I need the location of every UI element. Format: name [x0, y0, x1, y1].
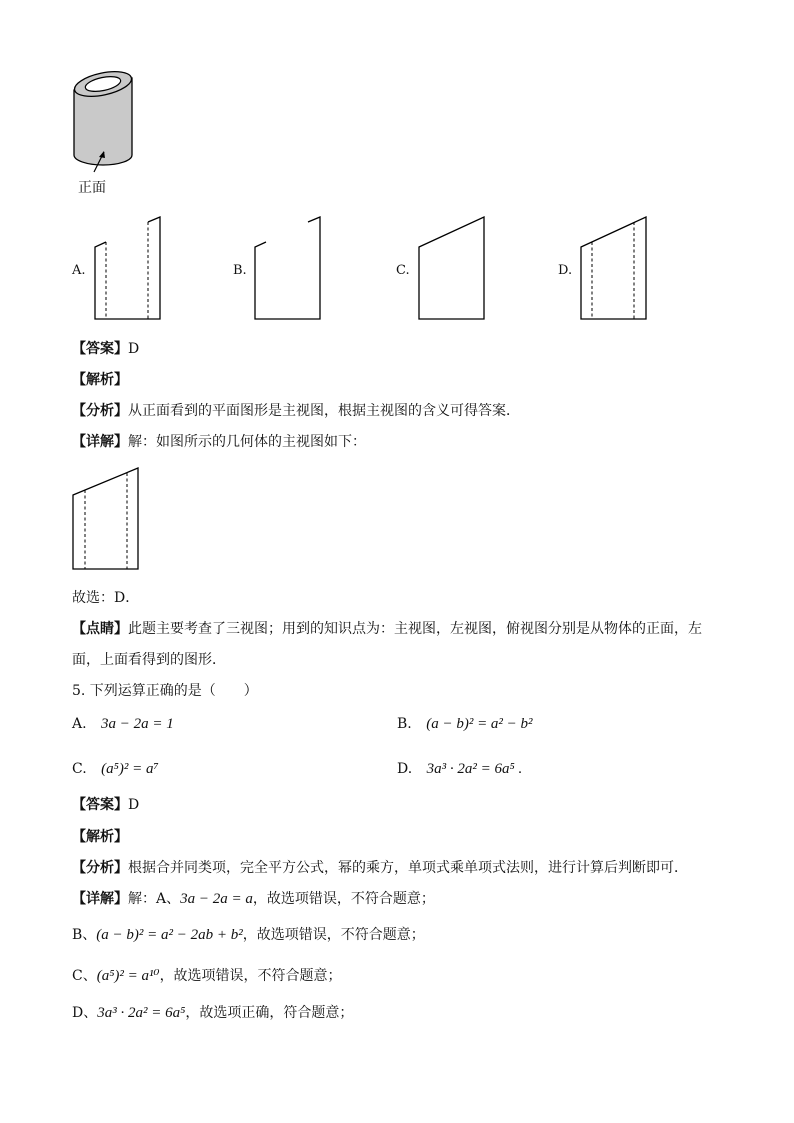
- q5-fenxi-line: [72, 859, 688, 877]
- q5-line-d: [72, 1004, 353, 1022]
- q5-option-c-letter: C.: [72, 761, 87, 777]
- option-c-figure: [416, 212, 488, 324]
- q5-line-b-prefix: B、: [72, 927, 97, 943]
- fenxi-text: 从正面看到的平面图形是主视图，根据主视图的含义可得答案．: [128, 403, 520, 419]
- dianjing-tag: 【点睛】: [72, 621, 128, 637]
- q5-fenxi-text: 根据合并同类项，完全平方公式，幂的乘方，单项式乘单项式法则，进行计算后判断即可．: [128, 860, 688, 876]
- q5-line-c-prefix: C、: [72, 968, 97, 984]
- q5-option-c: [72, 760, 159, 778]
- q4-xiangjie-line: [72, 433, 366, 451]
- q5-line-c-expr: (a⁵)² = a¹⁰: [96, 968, 160, 984]
- answer-value: D: [128, 341, 140, 357]
- q5-line-a-tail: ，故选项错误，不符合题意；: [252, 891, 435, 907]
- q5-option-a-expr: 3a − 2a = 1: [101, 716, 174, 732]
- conclusion-text: 故选：D．: [72, 590, 140, 606]
- option-d-figure: [578, 212, 650, 324]
- q5-option-d: [397, 760, 522, 778]
- q5-option-a-letter: A.: [72, 716, 87, 732]
- q5-line-c-tail: ，故选项错误，不符合题意；: [159, 968, 342, 984]
- answer-tag: 【答案】: [72, 341, 128, 357]
- option-a-figure: [92, 212, 164, 324]
- cylinder-figure: [60, 60, 150, 170]
- q5-analysis-tag: 【解析】: [72, 829, 128, 845]
- q5-line-b-expr: (a − b)² = a² − 2ab + b²: [96, 927, 243, 943]
- dianjing-text-1: 此题主要考查了三视图；用到的知识点为：主视图，左视图，俯视图分别是从物体的正面，左: [128, 621, 702, 637]
- q5-line-a-expr: 3a − 2a = a: [180, 891, 253, 907]
- q5-stem: 5. 下列运算正确的是（ ）: [72, 683, 258, 699]
- q5-fenxi-tag: 【分析】: [72, 860, 128, 876]
- q5-line-d-prefix: D、: [72, 1005, 98, 1021]
- q5-xiangjie-prefix: 解：A、: [128, 891, 181, 907]
- q4-dianjing-line: [72, 620, 702, 638]
- option-b-figure: [252, 212, 324, 324]
- front-label: 正面: [78, 180, 106, 196]
- q5-line-a: [72, 890, 435, 908]
- q4-answer-line: [72, 340, 139, 358]
- q5-line-d-tail: ，故选项正确，符合题意；: [185, 1005, 354, 1021]
- solution-figure: [70, 465, 144, 575]
- q5-option-a: [72, 715, 174, 733]
- xiangjie-text: 解：如图所示的几何体的主视图如下：: [128, 434, 366, 450]
- q5-line-c: [72, 967, 342, 985]
- analysis-tag: 【解析】: [72, 372, 128, 388]
- option-b-letter: B.: [233, 263, 247, 278]
- q5-answer-tag: 【答案】: [72, 797, 128, 813]
- q5-option-d-letter: D.: [397, 761, 413, 777]
- q5-option-b-letter: B.: [397, 716, 412, 732]
- q5-option-b-expr: (a − b)² = a² − b²: [426, 716, 533, 732]
- q5-line-d-expr: 3a³ · 2a² = 6a⁵: [97, 1005, 186, 1021]
- option-a-letter: A.: [72, 263, 86, 278]
- q5-option-b: [397, 715, 533, 733]
- q5-xiangjie-tag: 【详解】: [72, 891, 128, 907]
- q5-line-b-tail: ，故选项错误，不符合题意；: [242, 927, 425, 943]
- q5-answer-value: D: [128, 797, 140, 813]
- q5-option-d-expr: 3a³ · 2a² = 6a⁵ .: [426, 761, 523, 777]
- fenxi-tag: 【分析】: [72, 403, 128, 419]
- q5-answer-line: [72, 796, 139, 814]
- option-c-letter: C.: [396, 263, 410, 278]
- q5-line-b: [72, 926, 425, 944]
- option-d-letter: D.: [558, 263, 573, 278]
- q5-option-c-expr: (a⁵)² = a⁷: [101, 761, 159, 777]
- xiangjie-tag: 【详解】: [72, 434, 128, 450]
- dianjing-text-2: 面，上面看得到的图形．: [72, 652, 226, 668]
- q4-fenxi-line: [72, 402, 520, 420]
